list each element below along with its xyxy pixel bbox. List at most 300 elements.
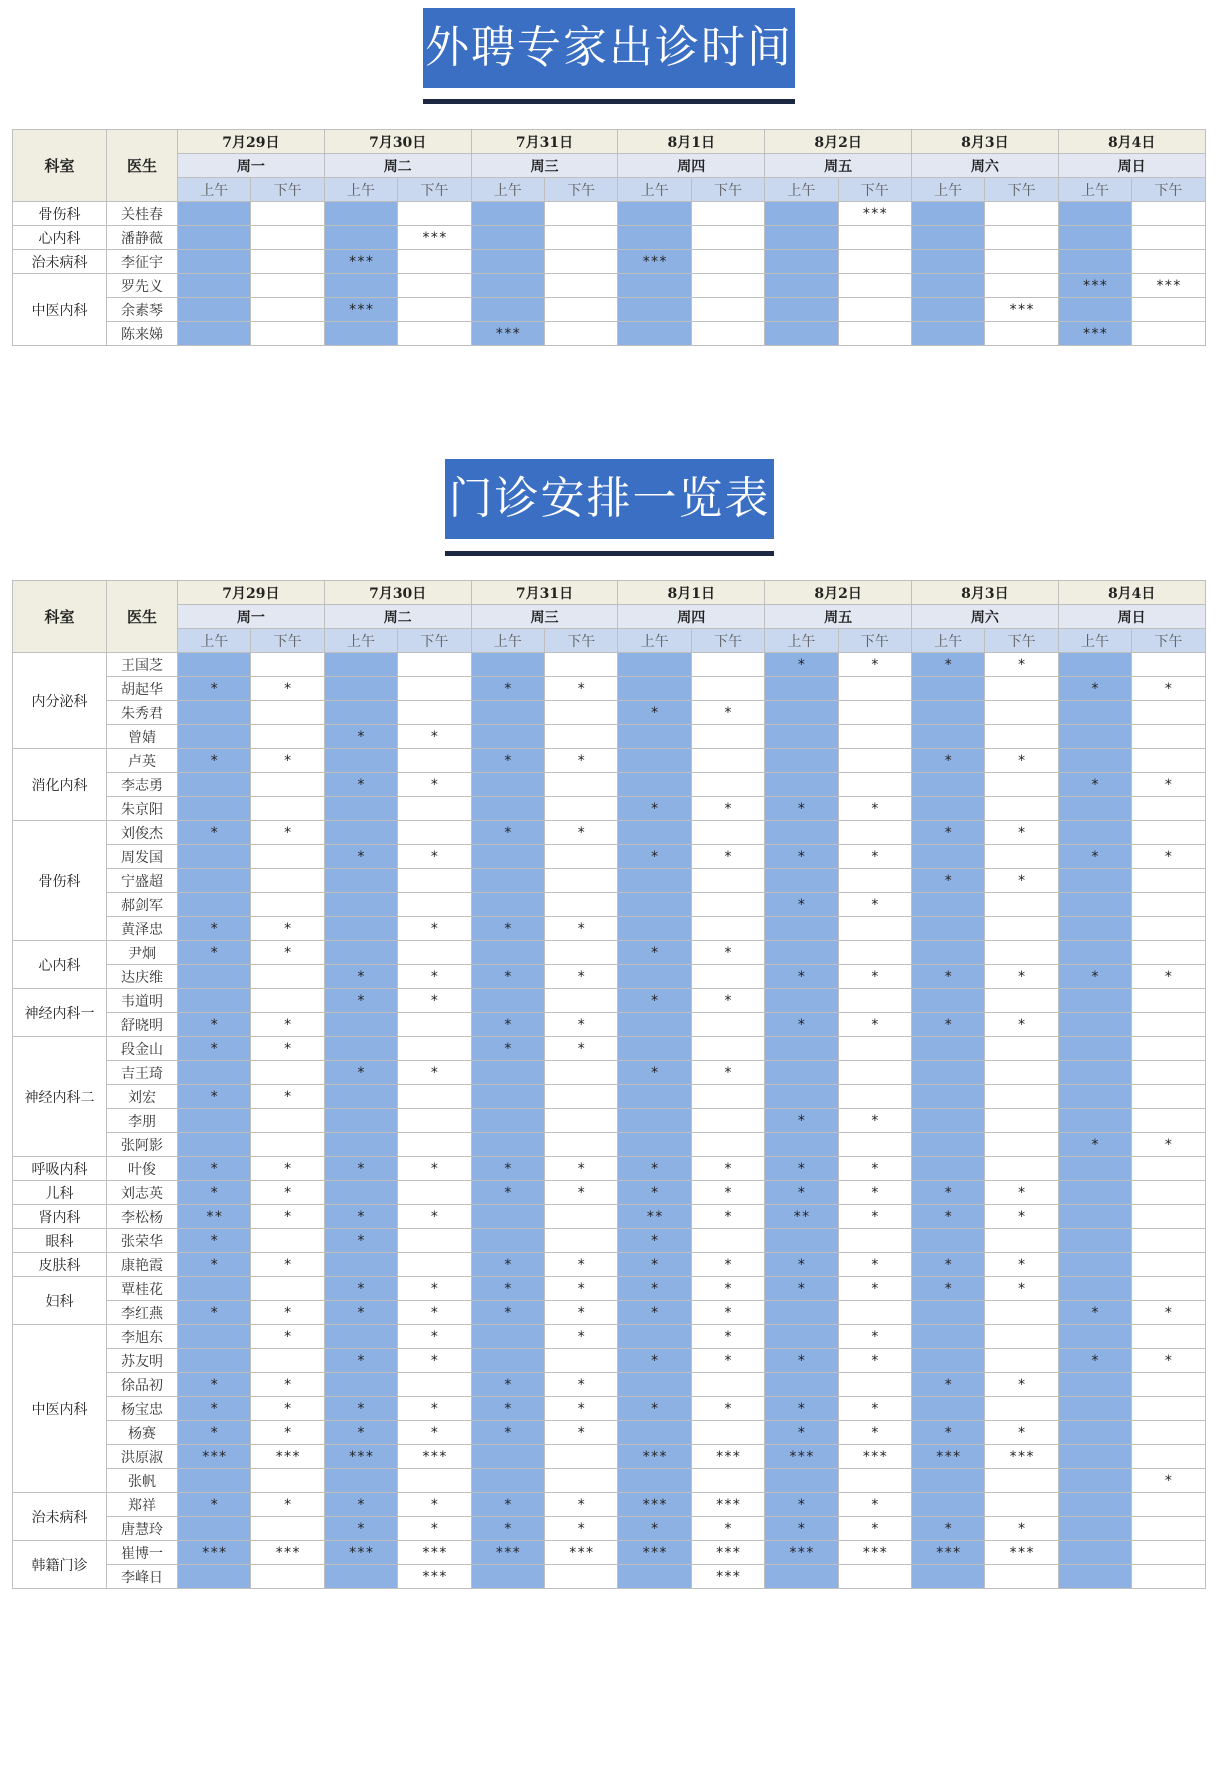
- am-slot: [911, 1493, 984, 1517]
- date-header: 8月4日: [1058, 130, 1205, 154]
- am-slot: [471, 1085, 544, 1109]
- am-header: 上午: [324, 178, 397, 202]
- am-slot: [765, 989, 838, 1013]
- pm-slot: *: [838, 653, 911, 677]
- pm-slot: [1132, 1205, 1205, 1229]
- am-header: 上午: [911, 178, 984, 202]
- doctor-cell: 潘静薇: [107, 226, 178, 250]
- am-slot: [178, 701, 251, 725]
- doctor-cell: 段金山: [107, 1037, 178, 1061]
- pm-slot: [544, 1205, 617, 1229]
- am-slot: ***: [471, 322, 544, 346]
- am-slot: [324, 1133, 397, 1157]
- table-row: [13, 1085, 1206, 1109]
- am-slot: [618, 226, 691, 250]
- pm-slot: [251, 653, 324, 677]
- table-row: [13, 821, 1206, 845]
- am-slot: [765, 1325, 838, 1349]
- am-slot: *: [765, 1277, 838, 1301]
- am-slot: [618, 1133, 691, 1157]
- date-header: 8月1日: [618, 581, 765, 605]
- table-row: [13, 1013, 1206, 1037]
- am-slot: [471, 250, 544, 274]
- pm-slot: [398, 1253, 471, 1277]
- am-slot: [911, 845, 984, 869]
- pm-slot: [838, 917, 911, 941]
- dept-cell: 心内科: [13, 226, 107, 250]
- am-slot: [178, 725, 251, 749]
- weekday-header: 周四: [618, 154, 765, 178]
- pm-slot: [251, 298, 324, 322]
- pm-slot: [251, 1061, 324, 1085]
- am-slot: [1058, 226, 1131, 250]
- pm-header: 下午: [985, 629, 1058, 653]
- am-slot: *: [618, 845, 691, 869]
- am-slot: [471, 653, 544, 677]
- table-row: [13, 1037, 1206, 1061]
- pm-slot: [985, 989, 1058, 1013]
- am-slot: [471, 797, 544, 821]
- pm-slot: *: [691, 797, 764, 821]
- pm-slot: *: [544, 749, 617, 773]
- pm-slot: [398, 274, 471, 298]
- am-slot: ***: [765, 1541, 838, 1565]
- pm-slot: [691, 298, 764, 322]
- pm-slot: *: [838, 1013, 911, 1037]
- am-slot: [471, 298, 544, 322]
- am-slot: *: [324, 1061, 397, 1085]
- doctor-cell: 陈来娣: [107, 322, 178, 346]
- pm-slot: *: [838, 893, 911, 917]
- doctor-cell: 郑祥: [107, 1493, 178, 1517]
- am-slot: [1058, 1397, 1131, 1421]
- am-slot: [911, 274, 984, 298]
- doctor-cell: 余素琴: [107, 298, 178, 322]
- am-slot: [618, 1565, 691, 1589]
- pm-slot: [544, 797, 617, 821]
- am-slot: *: [765, 1421, 838, 1445]
- am-slot: ***: [765, 1445, 838, 1469]
- am-slot: *: [618, 1277, 691, 1301]
- pm-slot: *: [544, 1013, 617, 1037]
- doctor-cell: 尹炯: [107, 941, 178, 965]
- table-row: [13, 1301, 1206, 1325]
- am-slot: *: [324, 1157, 397, 1181]
- am-slot: *: [471, 1397, 544, 1421]
- clinic-schedule-underline: [445, 551, 774, 556]
- am-slot: ***: [324, 1445, 397, 1469]
- am-slot: [471, 869, 544, 893]
- am-slot: [324, 226, 397, 250]
- pm-slot: ***: [1132, 274, 1205, 298]
- am-slot: *: [911, 821, 984, 845]
- pm-slot: [251, 893, 324, 917]
- pm-slot: ***: [251, 1541, 324, 1565]
- pm-slot: [985, 1325, 1058, 1349]
- am-slot: [324, 274, 397, 298]
- pm-slot: [691, 1133, 764, 1157]
- doctor-cell: 关桂春: [107, 202, 178, 226]
- doctor-cell: 朱秀君: [107, 701, 178, 725]
- am-slot: *: [765, 1397, 838, 1421]
- pm-slot: [838, 226, 911, 250]
- pm-slot: [838, 1469, 911, 1493]
- am-slot: *: [324, 1277, 397, 1301]
- pm-slot: [985, 1085, 1058, 1109]
- pm-slot: *: [838, 1493, 911, 1517]
- am-slot: ***: [471, 1541, 544, 1565]
- am-slot: *: [178, 917, 251, 941]
- pm-slot: *: [251, 1013, 324, 1037]
- am-slot: [1058, 1229, 1131, 1253]
- am-slot: *: [471, 1421, 544, 1445]
- pm-slot: [398, 821, 471, 845]
- pm-slot: *: [691, 1253, 764, 1277]
- am-slot: [1058, 1493, 1131, 1517]
- pm-slot: [838, 989, 911, 1013]
- am-slot: [471, 1061, 544, 1085]
- am-slot: [324, 1181, 397, 1205]
- dept-cell: 治未病科: [13, 1493, 107, 1541]
- am-slot: [765, 226, 838, 250]
- table-row: [13, 1205, 1206, 1229]
- pm-slot: [838, 1229, 911, 1253]
- pm-slot: *: [1132, 1469, 1205, 1493]
- doctor-cell: 罗先义: [107, 274, 178, 298]
- am-slot: [178, 965, 251, 989]
- dept-cell: 皮肤科: [13, 1253, 107, 1277]
- am-slot: *: [471, 1277, 544, 1301]
- am-slot: *: [765, 893, 838, 917]
- pm-slot: *: [398, 1493, 471, 1517]
- am-slot: [911, 1157, 984, 1181]
- pm-slot: ***: [398, 1541, 471, 1565]
- pm-slot: *: [398, 989, 471, 1013]
- pm-header: 下午: [838, 178, 911, 202]
- pm-slot: [544, 1349, 617, 1373]
- am-slot: *: [765, 1013, 838, 1037]
- pm-slot: [691, 749, 764, 773]
- am-header: 上午: [911, 629, 984, 653]
- am-slot: *: [471, 1253, 544, 1277]
- pm-slot: *: [838, 1349, 911, 1373]
- am-slot: [324, 322, 397, 346]
- doctor-header: 医生: [107, 581, 178, 653]
- pm-slot: *: [1132, 1301, 1205, 1325]
- table-row: [13, 1469, 1206, 1493]
- doctor-cell: 刘宏: [107, 1085, 178, 1109]
- table-row: [13, 893, 1206, 917]
- am-slot: [618, 322, 691, 346]
- table-row: [13, 653, 1206, 677]
- table-row: [13, 1445, 1206, 1469]
- am-slot: *: [178, 1037, 251, 1061]
- am-slot: [1058, 1541, 1131, 1565]
- pm-slot: *: [251, 1085, 324, 1109]
- am-slot: [471, 725, 544, 749]
- table-row: [13, 677, 1206, 701]
- am-slot: **: [765, 1205, 838, 1229]
- pm-slot: [1132, 869, 1205, 893]
- pm-header: 下午: [544, 178, 617, 202]
- am-slot: [618, 773, 691, 797]
- pm-slot: *: [251, 1157, 324, 1181]
- pm-slot: [985, 202, 1058, 226]
- doctor-cell: 李峰日: [107, 1565, 178, 1589]
- am-slot: [911, 725, 984, 749]
- table-row: [13, 773, 1206, 797]
- doctor-cell: 李志勇: [107, 773, 178, 797]
- table-row: [13, 298, 1206, 322]
- pm-slot: [544, 773, 617, 797]
- pm-slot: [838, 749, 911, 773]
- pm-slot: *: [398, 773, 471, 797]
- doctor-cell: 曾婧: [107, 725, 178, 749]
- pm-slot: *: [251, 1301, 324, 1325]
- pm-slot: *: [985, 749, 1058, 773]
- am-slot: *: [618, 1517, 691, 1541]
- am-slot: [471, 941, 544, 965]
- doctor-cell: 黄泽忠: [107, 917, 178, 941]
- am-slot: *: [178, 1373, 251, 1397]
- am-slot: *: [618, 1061, 691, 1085]
- am-slot: [618, 1013, 691, 1037]
- am-slot: [765, 941, 838, 965]
- pm-slot: *: [544, 1517, 617, 1541]
- pm-header: 下午: [398, 178, 471, 202]
- pm-slot: ***: [838, 1541, 911, 1565]
- pm-slot: [544, 1133, 617, 1157]
- pm-slot: *: [691, 989, 764, 1013]
- pm-slot: [251, 725, 324, 749]
- am-slot: [911, 917, 984, 941]
- table-row: [13, 845, 1206, 869]
- am-slot: *: [765, 653, 838, 677]
- pm-slot: *: [838, 1421, 911, 1445]
- weekday-header: 周三: [471, 154, 618, 178]
- table-row: [13, 322, 1206, 346]
- am-slot: [1058, 1469, 1131, 1493]
- pm-slot: [1132, 1541, 1205, 1565]
- am-slot: [471, 845, 544, 869]
- pm-slot: ***: [398, 226, 471, 250]
- pm-slot: *: [544, 1325, 617, 1349]
- am-slot: [471, 1469, 544, 1493]
- pm-slot: [251, 226, 324, 250]
- am-slot: *: [471, 1181, 544, 1205]
- pm-slot: [251, 773, 324, 797]
- pm-slot: [1132, 989, 1205, 1013]
- doctor-cell: 崔博一: [107, 1541, 178, 1565]
- pm-slot: *: [251, 821, 324, 845]
- am-slot: [178, 1109, 251, 1133]
- pm-slot: *: [691, 1301, 764, 1325]
- doctor-cell: 叶俊: [107, 1157, 178, 1181]
- pm-slot: [1132, 1397, 1205, 1421]
- doctor-cell: 刘志英: [107, 1181, 178, 1205]
- pm-slot: [544, 725, 617, 749]
- pm-header: 下午: [1132, 629, 1205, 653]
- am-slot: *: [471, 1013, 544, 1037]
- am-slot: [911, 1037, 984, 1061]
- am-slot: [765, 298, 838, 322]
- table-row: [13, 1565, 1206, 1589]
- am-slot: [1058, 1181, 1131, 1205]
- am-slot: *: [911, 653, 984, 677]
- am-slot: *: [324, 1421, 397, 1445]
- pm-slot: [1132, 250, 1205, 274]
- pm-slot: [838, 1061, 911, 1085]
- am-slot: *: [471, 677, 544, 701]
- am-slot: [1058, 1085, 1131, 1109]
- dept-cell: 中医内科: [13, 274, 107, 346]
- pm-slot: [398, 701, 471, 725]
- doctor-cell: 张帆: [107, 1469, 178, 1493]
- pm-slot: [838, 1085, 911, 1109]
- pm-slot: *: [251, 749, 324, 773]
- pm-slot: [1132, 701, 1205, 725]
- am-slot: *: [324, 1205, 397, 1229]
- am-slot: [618, 1037, 691, 1061]
- pm-slot: *: [838, 1325, 911, 1349]
- pm-slot: [838, 701, 911, 725]
- pm-slot: [398, 749, 471, 773]
- dept-cell: 韩籍门诊: [13, 1541, 107, 1589]
- am-slot: *: [911, 1517, 984, 1541]
- am-slot: ***: [618, 1541, 691, 1565]
- am-slot: *: [911, 869, 984, 893]
- pm-slot: [1132, 1445, 1205, 1469]
- am-slot: [324, 869, 397, 893]
- pm-slot: [691, 1013, 764, 1037]
- am-slot: [178, 653, 251, 677]
- pm-slot: [398, 250, 471, 274]
- doctor-cell: 周发国: [107, 845, 178, 869]
- am-slot: *: [324, 1229, 397, 1253]
- pm-slot: [398, 893, 471, 917]
- pm-slot: *: [251, 1373, 324, 1397]
- pm-slot: *: [1132, 1349, 1205, 1373]
- pm-slot: [398, 1469, 471, 1493]
- pm-slot: [1132, 653, 1205, 677]
- am-slot: *: [324, 1397, 397, 1421]
- table-row: [13, 1493, 1206, 1517]
- pm-slot: *: [251, 1397, 324, 1421]
- pm-slot: *: [838, 1109, 911, 1133]
- doctor-cell: 李征宇: [107, 250, 178, 274]
- am-slot: *: [1058, 1301, 1131, 1325]
- doctor-cell: 宁盛超: [107, 869, 178, 893]
- table-row: [13, 917, 1206, 941]
- pm-slot: [985, 226, 1058, 250]
- am-slot: *: [178, 1013, 251, 1037]
- am-slot: *: [324, 1349, 397, 1373]
- am-slot: *: [765, 1349, 838, 1373]
- am-slot: **: [178, 1205, 251, 1229]
- am-slot: [618, 202, 691, 226]
- pm-slot: [544, 322, 617, 346]
- doctor-cell: 韦道明: [107, 989, 178, 1013]
- table-row: [13, 202, 1206, 226]
- pm-slot: [838, 1133, 911, 1157]
- pm-slot: *: [691, 1277, 764, 1301]
- pm-slot: [398, 298, 471, 322]
- am-slot: [618, 869, 691, 893]
- am-slot: [178, 1325, 251, 1349]
- pm-slot: *: [838, 1253, 911, 1277]
- pm-slot: [398, 941, 471, 965]
- table-row: [13, 1229, 1206, 1253]
- pm-slot: [1132, 1085, 1205, 1109]
- pm-slot: ***: [985, 1541, 1058, 1565]
- pm-slot: ***: [691, 1445, 764, 1469]
- pm-slot: [691, 893, 764, 917]
- am-slot: [911, 1565, 984, 1589]
- am-slot: [178, 1565, 251, 1589]
- pm-slot: [691, 725, 764, 749]
- am-slot: [324, 1253, 397, 1277]
- dept-cell: 妇科: [13, 1277, 107, 1325]
- am-slot: [324, 701, 397, 725]
- am-slot: *: [324, 773, 397, 797]
- pm-slot: [398, 797, 471, 821]
- pm-slot: [398, 869, 471, 893]
- pm-slot: *: [544, 1253, 617, 1277]
- am-slot: *: [178, 941, 251, 965]
- am-slot: [324, 653, 397, 677]
- pm-slot: [1132, 1229, 1205, 1253]
- doctor-cell: 李朋: [107, 1109, 178, 1133]
- am-slot: [765, 1565, 838, 1589]
- am-header: 上午: [178, 629, 251, 653]
- am-slot: [324, 1109, 397, 1133]
- am-slot: [471, 1109, 544, 1133]
- doctor-cell: 王国芝: [107, 653, 178, 677]
- am-slot: *: [324, 1493, 397, 1517]
- am-slot: [1058, 1445, 1131, 1469]
- doctor-cell: 张阿影: [107, 1133, 178, 1157]
- pm-slot: [544, 893, 617, 917]
- am-slot: [178, 298, 251, 322]
- am-slot: *: [471, 1157, 544, 1181]
- table-row: [13, 725, 1206, 749]
- pm-slot: [1132, 1325, 1205, 1349]
- date-header: 8月2日: [765, 581, 912, 605]
- am-header: 上午: [471, 178, 544, 202]
- am-slot: [178, 226, 251, 250]
- am-slot: [1058, 1157, 1131, 1181]
- pm-slot: [1132, 1565, 1205, 1589]
- am-slot: [618, 274, 691, 298]
- pm-slot: [544, 226, 617, 250]
- table-row: [13, 797, 1206, 821]
- pm-slot: [1132, 226, 1205, 250]
- pm-slot: [544, 1085, 617, 1109]
- pm-slot: *: [838, 1517, 911, 1541]
- am-slot: [765, 749, 838, 773]
- am-slot: [1058, 941, 1131, 965]
- am-slot: *: [765, 1517, 838, 1541]
- pm-slot: [251, 869, 324, 893]
- date-header: 8月3日: [911, 581, 1058, 605]
- table-row: [13, 1541, 1206, 1565]
- pm-slot: [1132, 322, 1205, 346]
- pm-slot: *: [985, 1277, 1058, 1301]
- am-slot: [1058, 1421, 1131, 1445]
- am-slot: *: [178, 1493, 251, 1517]
- am-slot: [618, 677, 691, 701]
- am-slot: *: [765, 845, 838, 869]
